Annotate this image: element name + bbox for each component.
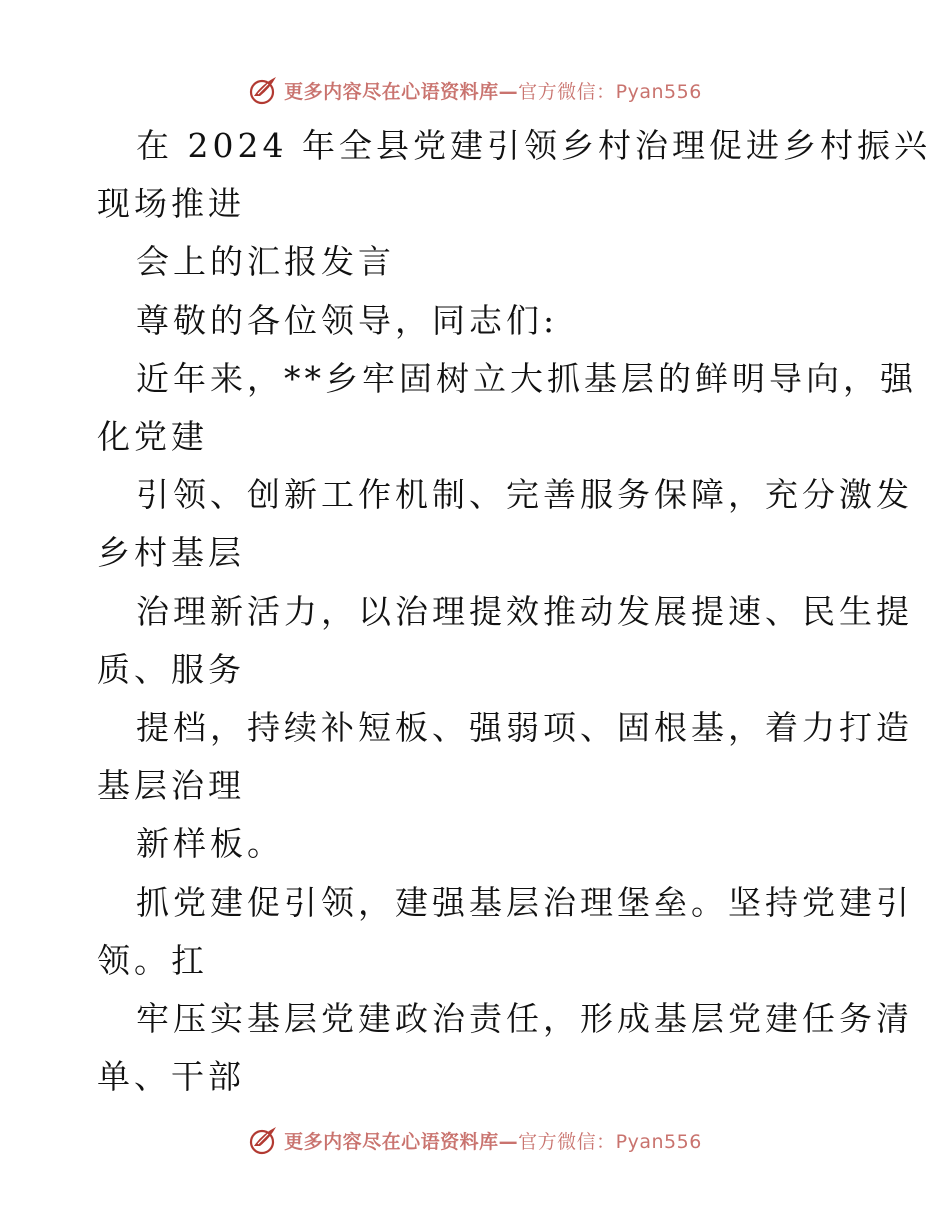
text-line: 在 2024 年全县党建引领乡村治理促进乡村振兴 (136, 126, 931, 165)
text-line: 治理新活力，以治理提效推动发展提速、民生提 (136, 591, 913, 631)
text-line: 基层治理 (97, 766, 245, 806)
text-line: 引领、创新工作机制、完善服务保障，充分激发 (136, 475, 913, 515)
watermark-text (284, 1127, 702, 1154)
text-line: 提档，持续补短板、强弱项、固根基，着力打造 (136, 708, 913, 747)
text-line: 尊敬的各位领导，同志们: (136, 300, 559, 340)
text-line: 单、干部 (97, 1057, 245, 1097)
watermark-wechat-text: 官方微信：Pyan556 (518, 1130, 702, 1153)
watermark-wechat-text: 官方微信：Pyan556 (518, 80, 702, 103)
text-line: 新样板。 (136, 824, 284, 864)
text-line: 抓党建促引领，建强基层治理堡垒。坚持党建引 (136, 882, 913, 922)
footer-watermark (0, 1120, 950, 1160)
watermark-text (284, 77, 702, 104)
text-line: 质、服务 (97, 649, 245, 689)
quill-pen-logo-icon (248, 74, 280, 106)
watermark-separator: — (498, 1130, 519, 1153)
quill-pen-logo-icon (248, 1124, 280, 1156)
watermark-site-text: 更多内容尽在心语资料库 (284, 1130, 499, 1153)
header-watermark (0, 70, 950, 110)
watermark-site-text: 更多内容尽在心语资料库 (284, 80, 499, 103)
text-line: 会上的汇报发言 (136, 242, 395, 282)
watermark-separator: — (498, 80, 519, 103)
text-line: 现场推进 (97, 184, 245, 224)
text-line: 近年来，**乡牢固树立大抓基层的鲜明导向，强 (136, 358, 917, 398)
text-line: 化党建 (97, 417, 208, 456)
text-line: 牢压实基层党建政治责任，形成基层党建任务清 (136, 999, 913, 1038)
text-line: 乡村基层 (97, 533, 245, 573)
text-line: 领。扛 (97, 940, 208, 980)
